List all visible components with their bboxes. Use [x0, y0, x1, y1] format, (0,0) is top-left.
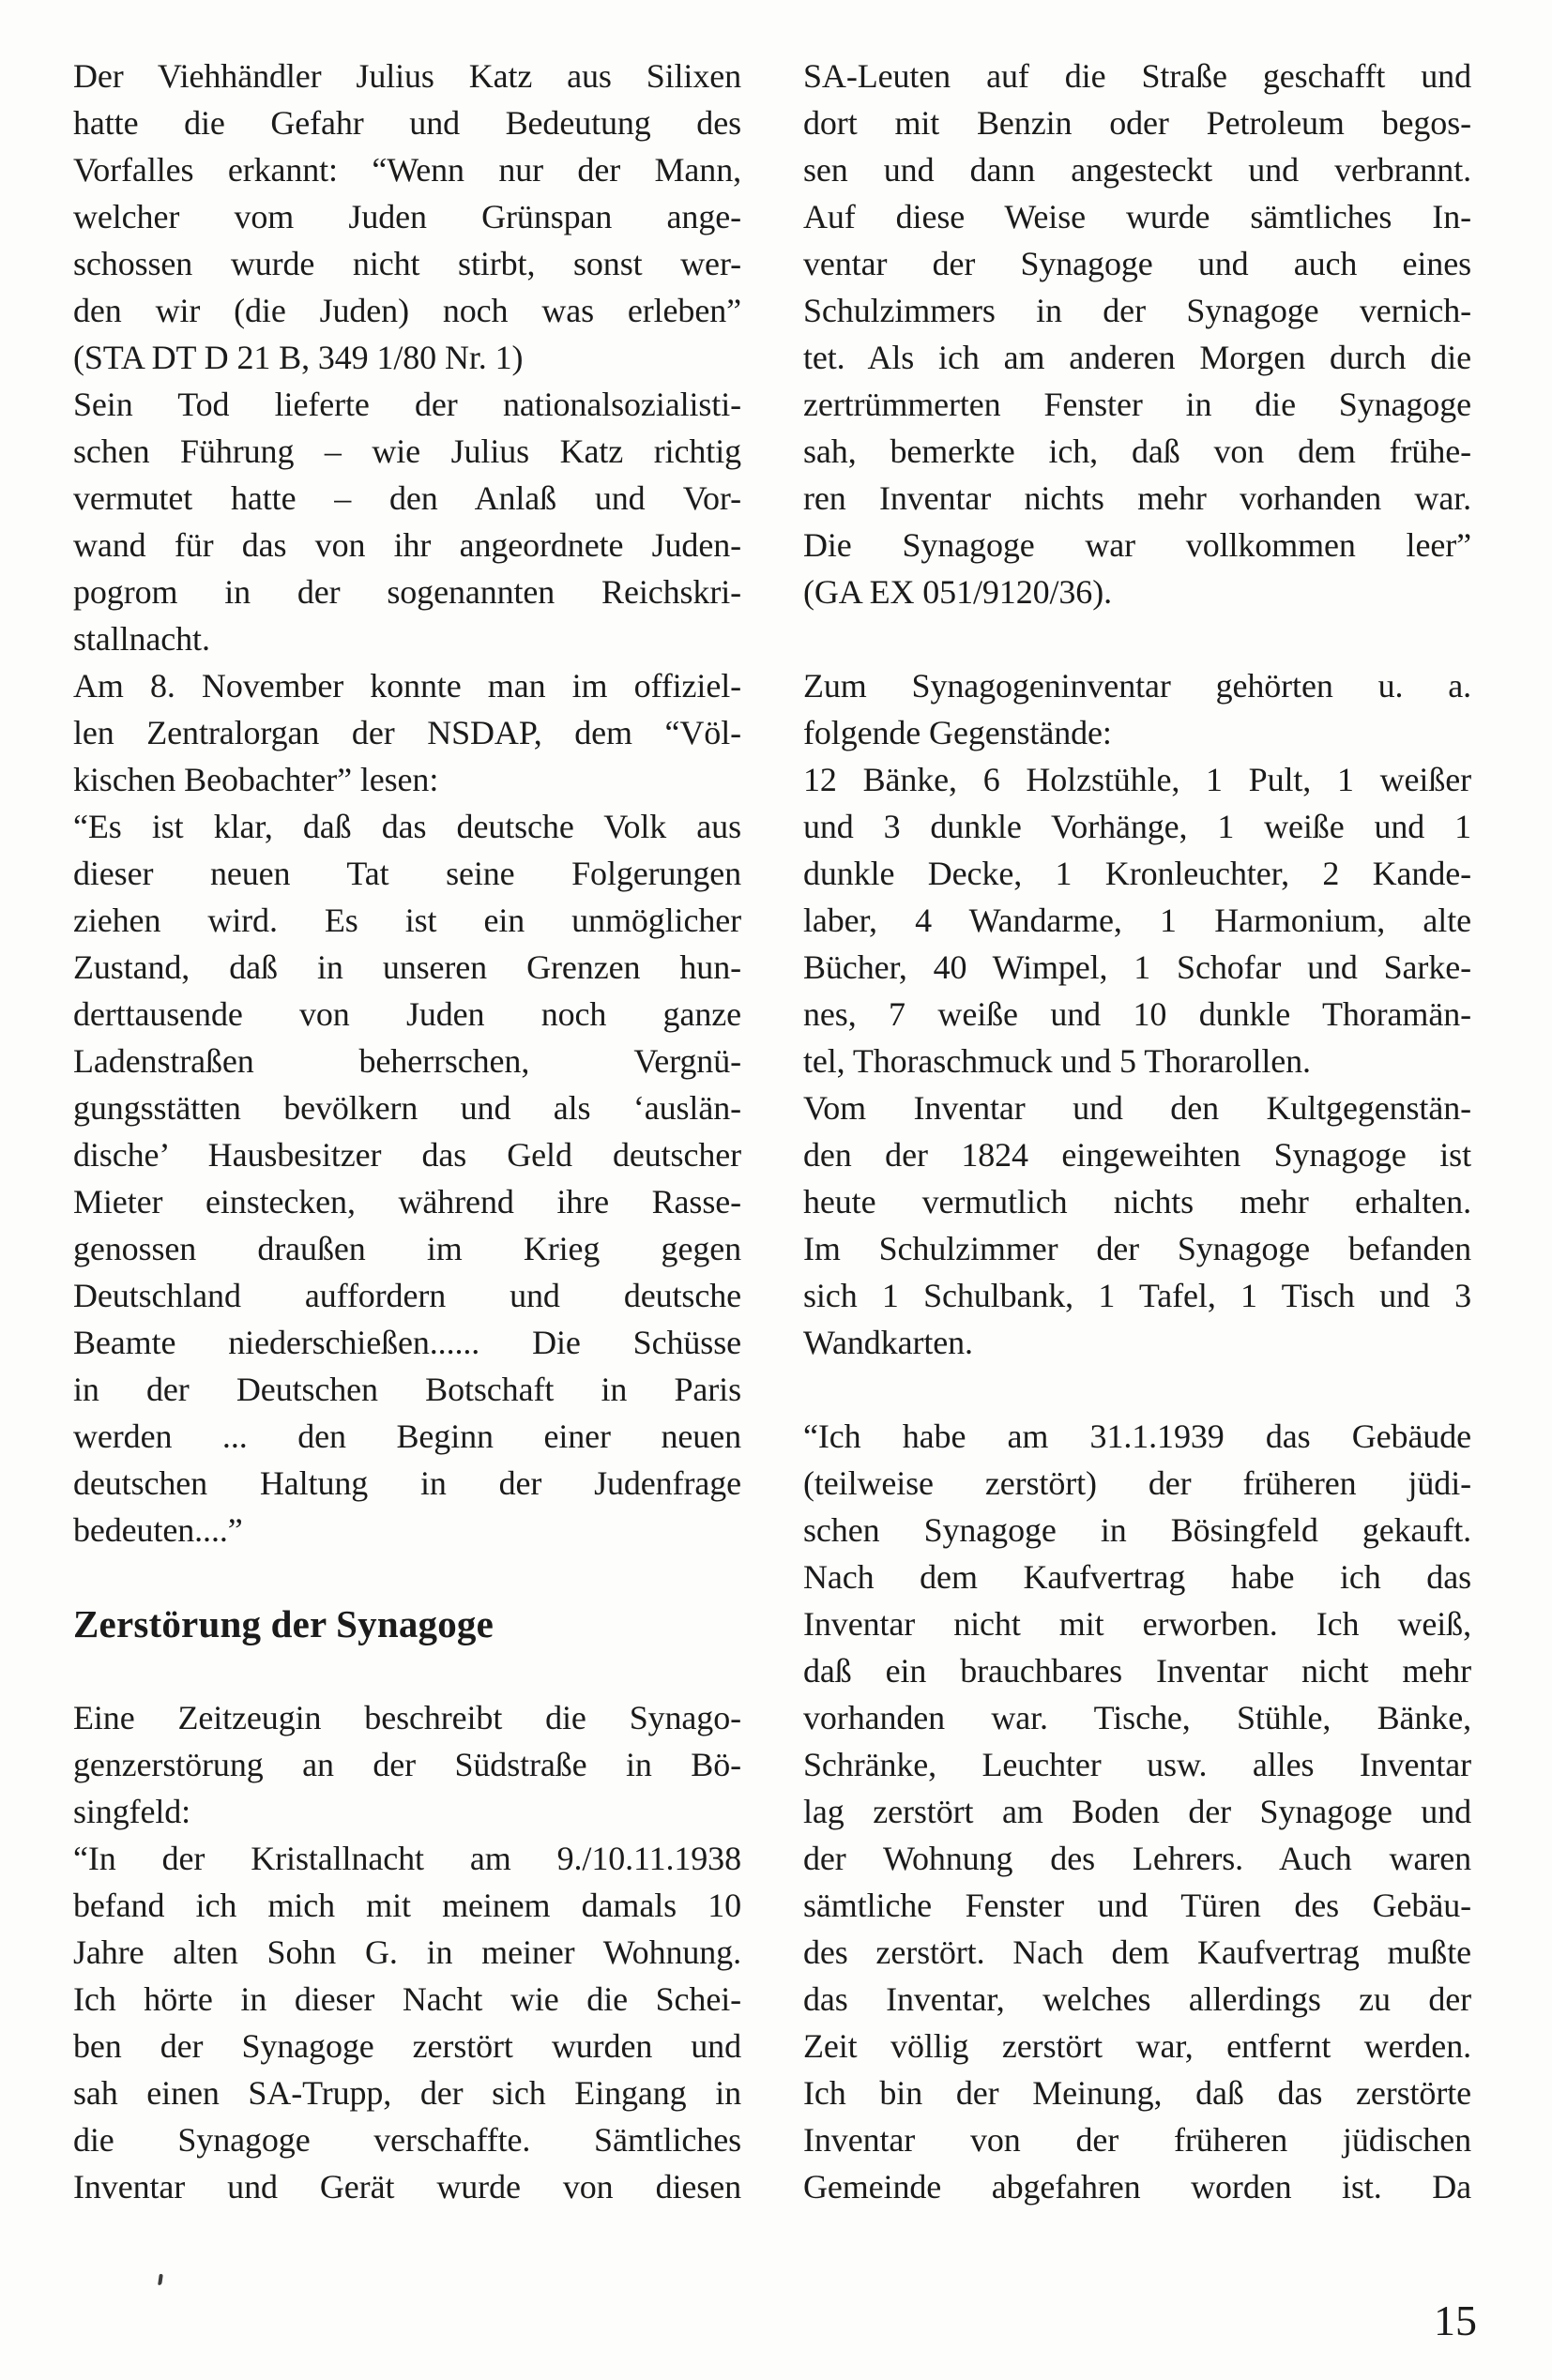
text-line: tet. Als ich am anderen Morgen durch die	[803, 339, 1471, 376]
paragraph	[803, 756, 1471, 1084]
text-line: Gemeinde abgefahren worden ist. Da	[803, 2168, 1471, 2206]
text-line: pogrom in der sogenannten Reichskri-	[73, 573, 741, 611]
text-line: schen Führung – wie Julius Katz richtig	[73, 432, 741, 470]
text-line: “Es ist klar, daß das deutsche Volk aus	[73, 808, 741, 845]
text-line: tel, Thoraschmuck und 5 Thorarollen.	[803, 1042, 1311, 1080]
left-column	[73, 53, 741, 2210]
page-number: 15	[1434, 2297, 1477, 2344]
text-line: lag zerstört am Boden der Synagoge und	[803, 1793, 1471, 1830]
text-line: befand ich mich mit meinem damals 10	[73, 1887, 741, 1924]
text-line: werden ... den Beginn einer neuen	[73, 1417, 741, 1455]
text-line: dische’ Hausbesitzer das Geld deutscher	[73, 1136, 741, 1174]
text-line: derttausende von Juden noch ganze	[73, 995, 741, 1033]
text-line: ren Inventar nichts mehr vorhanden war.	[803, 479, 1471, 517]
text-line: Zeit völlig zerstört war, entfernt werden.	[803, 2027, 1471, 2065]
text-line: laber, 4 Wandarme, 1 Harmonium, alte	[803, 902, 1471, 939]
text-line: Ich bin der Meinung, daß das zerstörte	[803, 2074, 1471, 2112]
text-line: den der 1824 eingeweihten Synagoge ist	[803, 1136, 1471, 1174]
text-line: Wandkarten.	[803, 1324, 973, 1361]
text-line: vorhanden war. Tische, Stühle, Bänke,	[803, 1699, 1471, 1736]
text-line: den wir (die Juden) noch was erleben”	[73, 292, 741, 329]
text-line: Mieter einstecken, während ihre Rasse-	[73, 1183, 741, 1220]
text-line: Inventar von der früheren jüdischen	[803, 2121, 1471, 2159]
text-line: SA-Leuten auf die Straße geschafft und	[803, 57, 1471, 95]
text-line: Beamte niederschießen...... Die Schüsse	[73, 1324, 741, 1361]
text-line: nes, 7 weiße und 10 dunkle Thoramän-	[803, 995, 1471, 1033]
paragraph	[73, 381, 741, 662]
text-line: Eine Zeitzeugin beschreibt die Synago-	[73, 1699, 741, 1736]
text-line: Vorfalles erkannt: “Wenn nur der Mann,	[73, 151, 741, 189]
text-line: singfeld:	[73, 1793, 191, 1830]
text-line: und 3 dunkle Vorhänge, 1 weiße und 1	[803, 808, 1471, 845]
text-line: (GA EX 051/9120/36).	[803, 573, 1112, 611]
text-line: Sein Tod lieferte der nationalsozialisti-	[73, 386, 741, 423]
text-line: welcher vom Juden Grünspan ange-	[73, 198, 741, 235]
paragraph	[73, 803, 741, 1554]
text-line: Jahre alten Sohn G. in meiner Wohnung.	[73, 1933, 741, 1971]
paragraph	[803, 662, 1471, 756]
text-line: Der Viehhändler Julius Katz aus Silixen	[73, 57, 741, 95]
text-line: genzerstörung an der Südstraße in Bö-	[73, 1746, 741, 1783]
text-line: Zum Synagogeninventar gehörten u. a.	[803, 667, 1471, 705]
paragraph	[73, 662, 741, 803]
text-line: vermutet hatte – den Anlaß und Vor-	[73, 479, 741, 517]
text-line: ben der Synagoge zerstört wurden und	[73, 2027, 741, 2065]
text-line: “Ich habe am 31.1.1939 das Gebäude	[803, 1417, 1471, 1455]
text-line: len Zentralorgan der NSDAP, dem “Völ-	[73, 714, 741, 751]
text-line: dort mit Benzin oder Petroleum begos-	[803, 104, 1471, 142]
text-line: Vom Inventar und den Kultgegenstän-	[803, 1089, 1471, 1127]
text-line: sah einen SA-Trupp, der sich Eingang in	[73, 2074, 741, 2112]
text-line: Inventar und Gerät wurde von diesen	[73, 2168, 741, 2206]
text-line: Nach dem Kaufvertrag habe ich das	[803, 1558, 1471, 1596]
text-line: Die Synagoge war vollkommen leer”	[803, 526, 1471, 564]
text-line: daß ein brauchbares Inventar nicht mehr	[803, 1652, 1471, 1690]
text-line: wand für das von ihr angeordnete Juden-	[73, 526, 741, 564]
text-line: das Inventar, welches allerdings zu der	[803, 1980, 1471, 2018]
text-line: gungsstätten bevölkern und als ‘auslän-	[73, 1089, 741, 1127]
text-line: die Synagoge verschaffte. Sämtliches	[73, 2121, 741, 2159]
text-line: Im Schulzimmer der Synagoge befanden	[803, 1230, 1471, 1267]
right-column	[803, 53, 1471, 2210]
paragraph	[73, 1694, 741, 1835]
text-line: “In der Kristallnacht am 9./10.11.1938	[73, 1840, 741, 1877]
text-line: genossen draußen im Krieg gegen	[73, 1230, 741, 1267]
text-line: Ich hörte in dieser Nacht wie die Schei-	[73, 1980, 741, 2018]
text-line: Bücher, 40 Wimpel, 1 Schofar und Sarke-	[803, 948, 1471, 986]
paragraph	[73, 53, 741, 381]
section-heading: Zerstörung der Synagoge	[73, 1602, 495, 1645]
text-line: Zustand, daß in unseren Grenzen hun-	[73, 948, 741, 986]
text-line: stallnacht.	[73, 620, 210, 658]
paragraph	[803, 53, 1471, 615]
paragraph	[73, 1835, 741, 2210]
text-line: (STA DT D 21 B, 349 1/80 Nr. 1)	[73, 339, 524, 376]
text-line: zertrümmerten Fenster in die Synagoge	[803, 386, 1471, 423]
text-line: Inventar nicht mit erworben. Ich weiß,	[803, 1605, 1471, 1643]
text-line: 12 Bänke, 6 Holzstühle, 1 Pult, 1 weißer	[803, 761, 1471, 798]
text-line: schen Synagoge in Bösingfeld gekauft.	[803, 1511, 1471, 1549]
text-line: sich 1 Schulbank, 1 Tafel, 1 Tisch und 3	[803, 1277, 1471, 1314]
text-line: bedeuten....”	[73, 1511, 243, 1549]
text-line: dunkle Decke, 1 Kronleuchter, 2 Kande-	[803, 855, 1471, 892]
text-line: in der Deutschen Botschaft in Paris	[73, 1371, 741, 1408]
paragraph	[803, 1413, 1471, 2210]
text-line: der Wohnung des Lehrers. Auch waren	[803, 1840, 1471, 1877]
text-line: Auf diese Weise wurde sämtliches In-	[803, 198, 1471, 235]
text-line: Schulzimmers in der Synagoge vernich-	[803, 292, 1471, 329]
text-line: sen und dann angesteckt und verbrannt.	[803, 151, 1471, 189]
text-line: des zerstört. Nach dem Kaufvertrag mußte	[803, 1933, 1471, 1971]
paragraph	[803, 1084, 1471, 1366]
text-line: schossen wurde nicht stirbt, sonst wer-	[73, 245, 741, 282]
text-line: sah, bemerkte ich, daß von dem frühe-	[803, 432, 1471, 470]
text-line: Ladenstraßen beherrschen, Vergnü-	[73, 1042, 741, 1080]
scan-speck	[158, 2274, 163, 2285]
text-line: Schränke, Leuchter usw. alles Inventar	[803, 1746, 1471, 1783]
text-line: kischen Beobachter” lesen:	[73, 761, 439, 798]
text-line: folgende Gegenstände:	[803, 714, 1112, 751]
text-line: hatte die Gefahr und Bedeutung des	[73, 104, 741, 142]
text-line: heute vermutlich nichts mehr erhalten.	[803, 1183, 1471, 1220]
text-line: dieser neuen Tat seine Folgerungen	[73, 855, 741, 892]
text-line: ziehen wird. Es ist ein unmöglicher	[73, 902, 741, 939]
text-line: ventar der Synagoge und auch eines	[803, 245, 1471, 282]
text-line: (teilweise zerstört) der früheren jüdi-	[803, 1464, 1471, 1502]
text-line: deutschen Haltung in der Judenfrage	[73, 1464, 741, 1502]
text-line: Deutschland auffordern und deutsche	[73, 1277, 741, 1314]
text-line: sämtliche Fenster und Türen des Gebäu-	[803, 1887, 1471, 1924]
text-line: Am 8. November konnte man im offiziel-	[73, 667, 741, 705]
